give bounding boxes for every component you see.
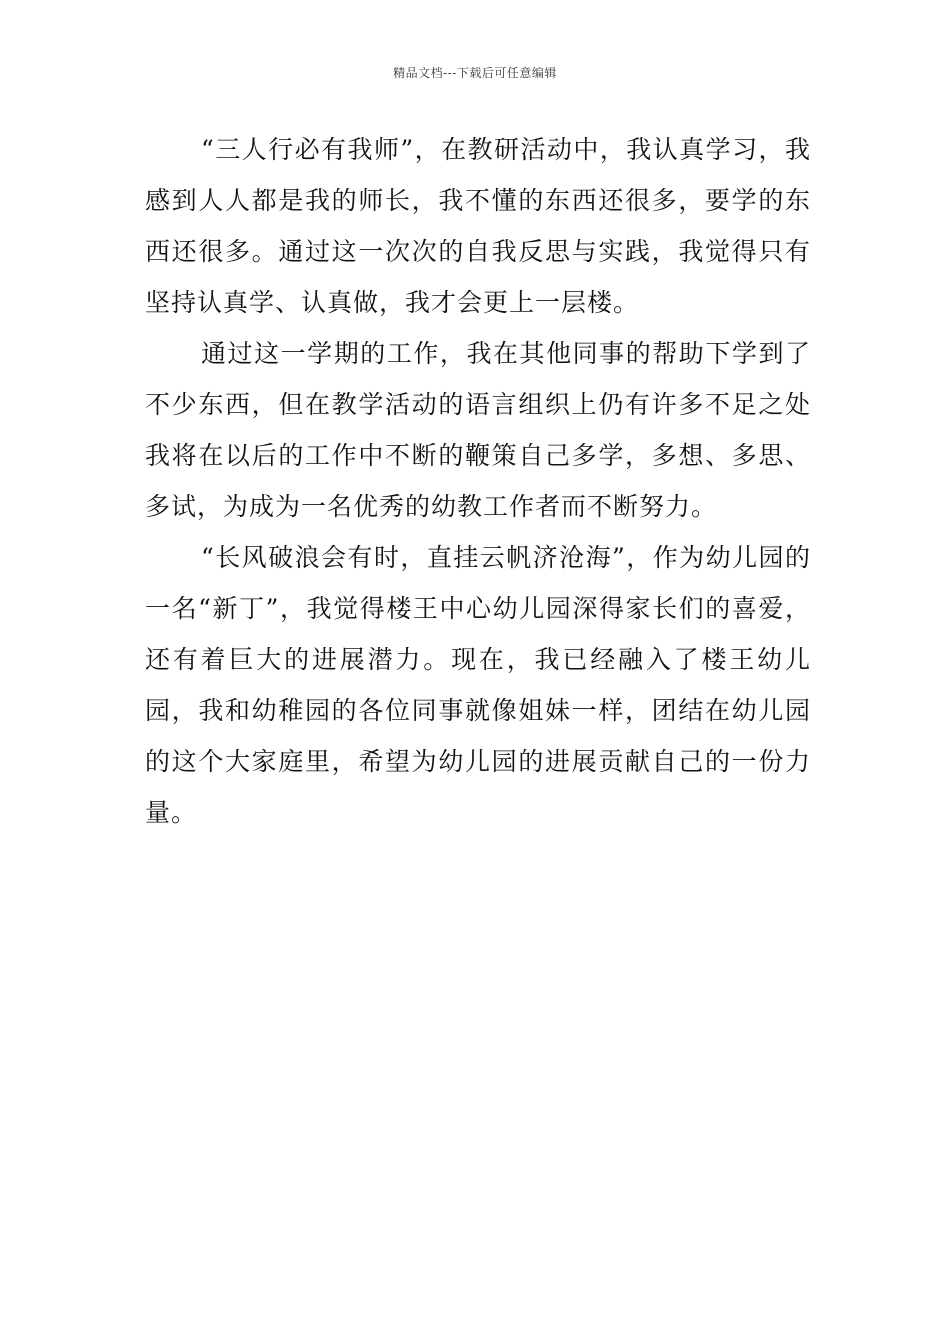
page-header: 精品文档---下载后可任意编辑 [393,66,557,80]
paragraph-1: “三人行必有我师”，在教研活动中，我认真学习，我感到人人都是我的师长，我不懂的东西还很多，要学的东西还很多。通过这一次次的自我反思与实践，我觉得只有坚持认真学、认真做，我才会更上一层楼。 [145,135,811,317]
paragraph-3: “长风破浪会有时，直挂云帆济沧海”，作为幼儿园的一名“新丁”，我觉得楼王中心幼儿园深得家长们的喜爱，还有着巨大的进展潜力。现在，我已经融入了楼王幼儿园，我和幼稚园的各位同事就像姐妹一样，团结在幼儿园的这个大家庭里，希望为幼儿园的进展贡献自己的一份力量。 [145,543,811,827]
document-body [145,124,811,838]
paragraph-2: 通过这一学期的工作，我在其他同事的帮助下学到了不少东西，但在教学活动的语言组织上仍有许多不足之处我将在以后的工作中不断的鞭策自己多学，多想、多思、多试，为成为一名优秀的幼教工作者而不断努力。 [145,339,811,521]
